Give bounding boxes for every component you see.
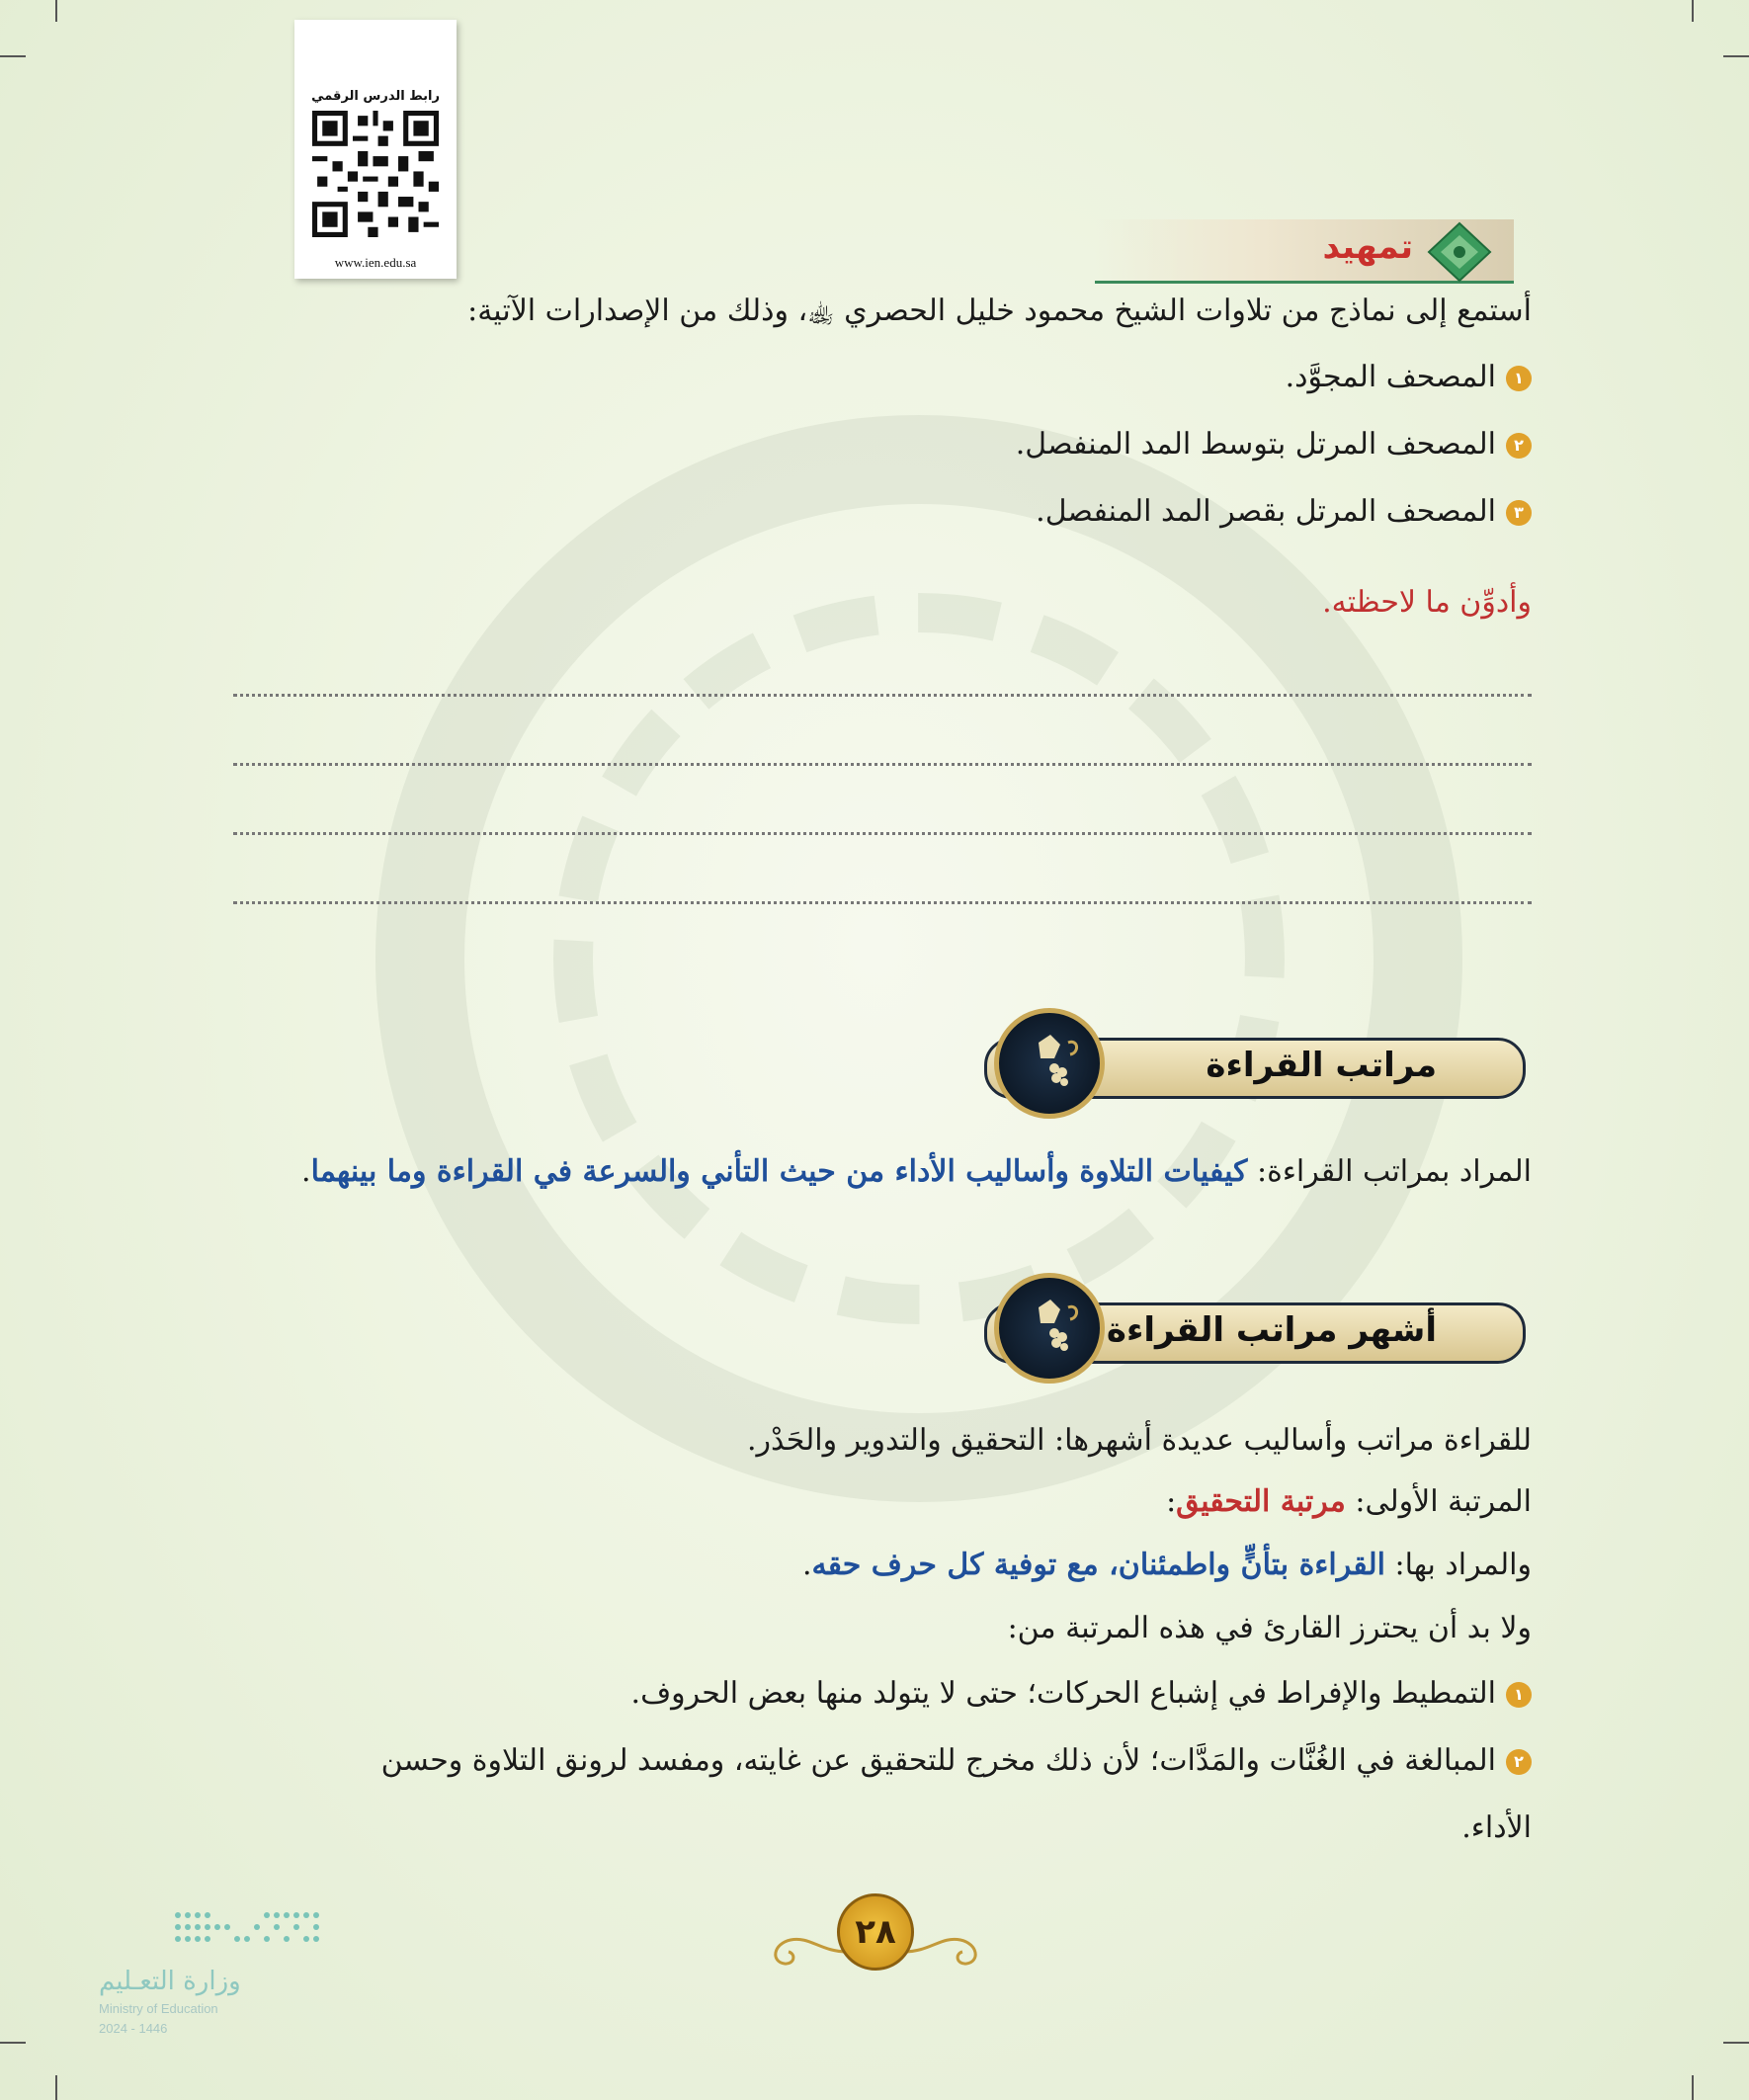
- page-number: ٢٨: [837, 1893, 914, 1971]
- swirl-ornament-icon: [901, 1932, 990, 1972]
- reading-levels-definition: [217, 1154, 1532, 1189]
- trim-mark: [0, 2042, 26, 2044]
- list-item-text: المصحف المجوَّد.: [1285, 360, 1496, 394]
- trim-mark: [1723, 2042, 1749, 2044]
- intro-heading: تمهيد: [1322, 227, 1413, 267]
- caution-list-item-continued: الأداء.: [1461, 1810, 1532, 1845]
- definition-end: .: [301, 1154, 311, 1189]
- grape-leaf-emblem-icon: [994, 1008, 1105, 1119]
- trim-mark: [55, 2075, 57, 2100]
- diamond-ornament-icon: [1425, 221, 1494, 283]
- intro-note: وأدوِّن ما لاحظته.: [1322, 585, 1532, 620]
- list-item-text: المصحف المرتل بقصر المد المنفصل.: [1036, 494, 1496, 529]
- writing-line[interactable]: [233, 901, 1532, 904]
- list-number-badge: ٣: [1506, 500, 1532, 526]
- meaning-prefix: والمراد بها:: [1384, 1548, 1532, 1582]
- definition-highlight: كيفيات التلاوة وأساليب الأداء من حيث التأني والسرعة في القراءة وما بينهما: [310, 1154, 1248, 1189]
- meaning-end: .: [801, 1548, 812, 1582]
- writing-line[interactable]: [233, 832, 1532, 835]
- trim-mark: [1723, 55, 1749, 57]
- first-level-prefix: المرتبة الأولى:: [1345, 1484, 1532, 1519]
- intro-list-item: [217, 360, 1532, 394]
- writing-line[interactable]: [233, 694, 1532, 697]
- ministry-name-arabic: وزارة التعـليم: [99, 1967, 241, 1996]
- caution-list-item: [217, 1743, 1532, 1778]
- intro-list-item: [217, 494, 1532, 529]
- trim-mark: [1692, 2075, 1694, 2100]
- list-item-text: المبالغة في الغُنَّات والمَدَّات؛ لأن ذلك مخرج للتحقيق عن غايته، ومفسد لرونق التلاوة وحسن: [380, 1743, 1496, 1778]
- list-item-text: المصحف المرتل بتوسط المد المنفصل.: [1015, 427, 1496, 462]
- writing-line[interactable]: [233, 763, 1532, 766]
- ministry-name-english: Ministry of Education: [99, 2001, 218, 2016]
- background-ornament-inner: [553, 593, 1285, 1324]
- meaning-highlight: القراءة بتأنٍّ واطمئنان، مع توفية كل حرف حقه: [811, 1548, 1385, 1582]
- banner-title: مراتب القراءة: [1206, 1046, 1437, 1085]
- definition-prefix: المراد بمراتب القراءة:: [1247, 1154, 1532, 1189]
- intro-list-item: [217, 427, 1532, 462]
- trim-mark: [0, 55, 26, 57]
- first-level-end: :: [1166, 1484, 1177, 1519]
- qr-url[interactable]: www.ien.edu.sa: [334, 255, 417, 270]
- section-banner-famous-levels: [955, 1271, 1536, 1389]
- list-number-badge: ٢: [1506, 1749, 1532, 1775]
- list-number-badge: ٢: [1506, 433, 1532, 459]
- qr-card[interactable]: [294, 20, 457, 279]
- section-banner-reading-levels: [955, 1006, 1536, 1125]
- ministry-year: 2024 - 1446: [99, 2021, 168, 2036]
- first-level-heading: [217, 1484, 1532, 1519]
- caution-list-item: [217, 1676, 1532, 1711]
- grape-leaf-emblem-icon: [994, 1273, 1105, 1384]
- ministry-logo-icon: [168, 1907, 326, 1951]
- caution-text: ولا بد أن يحترز القارئ في هذه المرتبة من:: [1007, 1611, 1532, 1645]
- list-item-text: التمطيط والإفراط في إشباع الحركات؛ حتى لا يتولد منها بعض الحروف.: [630, 1676, 1496, 1711]
- trim-mark: [55, 0, 57, 22]
- qr-code-icon[interactable]: [312, 111, 439, 237]
- first-level-meaning: [217, 1548, 1532, 1582]
- trim-mark: [1692, 0, 1694, 22]
- banner-title: أشهر مراتب القراءة: [1106, 1310, 1437, 1350]
- list-number-badge: ١: [1506, 366, 1532, 391]
- levels-intro: للقراءة مراتب وأساليب عديدة أشهرها: التحقيق والتدوير والحَدْر.: [746, 1423, 1532, 1458]
- intro-lead: أستمع إلى نماذج من تلاوات الشيخ محمود خليل الحصري ﵀، وذلك من الإصدارات الآتية:: [467, 294, 1532, 328]
- qr-title: رابط الدرس الرقمي: [311, 89, 440, 104]
- list-number-badge: ١: [1506, 1682, 1532, 1708]
- intro-banner: [1095, 219, 1514, 284]
- first-level-highlight: مرتبة التحقيق: [1176, 1484, 1346, 1519]
